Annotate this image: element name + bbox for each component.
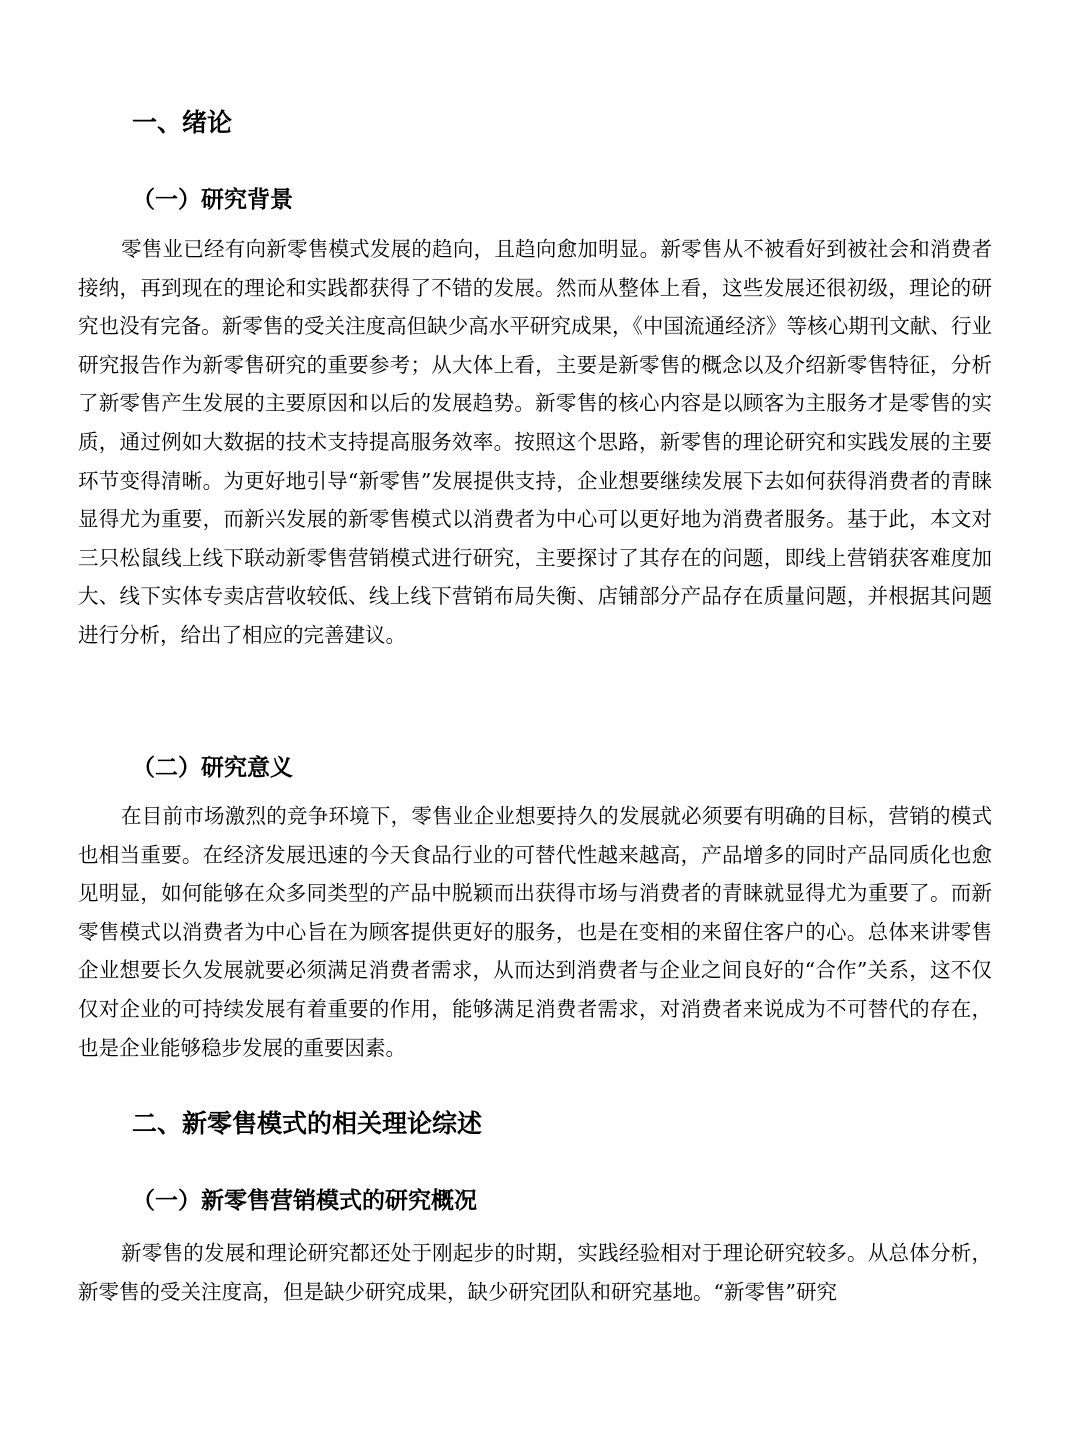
paragraph-text: 零售业已经有向新零售模式发展的趋向，且趋向愈加明显。新零售从不被看好到被社会和消费者接纳，再到现在的理论和实践都获得了不错的发展。然而从整体上看，这些发展还很初级，理论的研究也没有完备。新零售的受关注度高但缺少高水平研究成果，《中国流通经济》等核心期刊文献、行业研究报告作为新零售研究的重要参考；从大体上看，主要是新零售的概念以及介绍新零售特征，分析了新零售产生发展的主要原因和以后的发展趋势。新零售的核心内容是以顾客为主服务才是零售的实质，通过例如大数据的技术支持提高服务效率。按照这个思路，新零售的理论研究和实践发展的主要环节变得清晰。为更好地引导“新零售”发展提供支持，企业想要继续发展下去如何获得消费者的青睐显得尤为重要，而新兴发展的新零售模式以消费者为中心可以更好地为消费者服务。基于此，本文对三只松鼠线上线下联动新零售营销模式进行研究，主要探讨了其存在的问题，即线上营销获客难度加大、线下实体专卖店营收较低、线上线下营销布局失衡、店铺部分产品存在质量问题，并根据其问题进行分析，给出了相应的完善建议。 bbox=[78, 237, 992, 647]
section-2-1-paragraph bbox=[78, 1234, 992, 1311]
paragraph-text: 在目前市场激烈的竞争环境下，零售业企业想要持久的发展就必须要有明确的目标，营销的模式也相当重要。在经济发展迅速的今天食品行业的可替代性越来越高，产品增多的同时产品同质化也愈见明显，如何能够在众多同类型的产品中脱颖而出获得市场与消费者的青睐就显得尤为重要了。而新零售模式以消费者为中心旨在为顾客提供更好的服务，也是在变相的来留住客户的心。总体来讲零售企业想要长久发展就要必须满足消费者需求，从而达到消费者与企业之间良好的“合作”关系，这不仅仅对企业的可持续发展有着重要的作用，能够满足消费者需求，对消费者来说成为不可替代的存在，也是企业能够稳步发展的重要因素。 bbox=[78, 804, 992, 1060]
section-2-1-heading: （一）新零售营销模式的研究概况 bbox=[132, 1187, 477, 1214]
section-1-1-heading: （一）研究背景 bbox=[132, 186, 293, 213]
section-2-heading: 二、新零售模式的相关理论综述 bbox=[132, 1109, 483, 1138]
section-1-2-heading: （二）研究意义 bbox=[132, 754, 293, 781]
paragraph-text: 新零售的发展和理论研究都还处于刚起步的时期，实践经验相对于理论研究较多。从总体分析，新零售的受关注度高，但是缺少研究成果，缺少研究团队和研究基地。“新零售”研究 bbox=[78, 1241, 992, 1304]
section-1-heading: 一、绪论 bbox=[132, 108, 233, 137]
section-1-1-paragraph bbox=[78, 230, 992, 655]
section-1-2-paragraph bbox=[78, 797, 992, 1067]
